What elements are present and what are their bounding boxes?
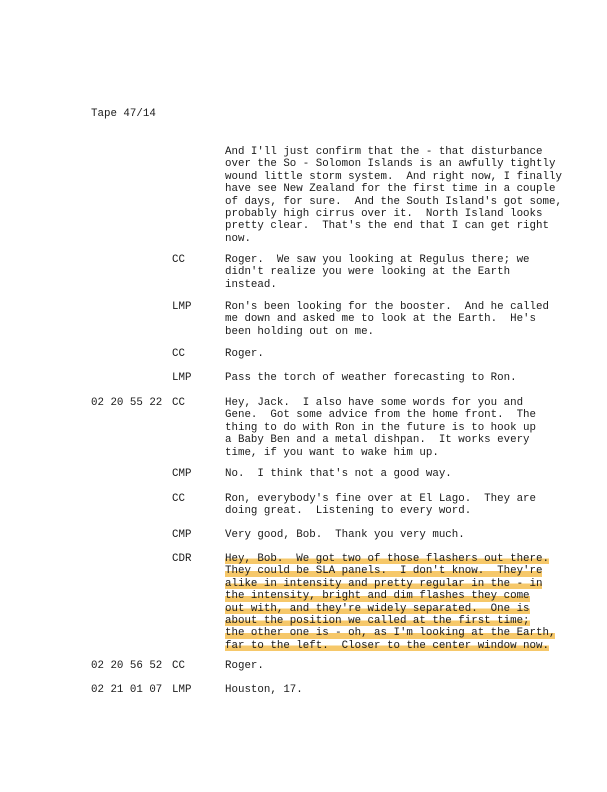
dialogue-text bbox=[225, 529, 555, 541]
dialogue-line: time, if you want to wake him up. bbox=[225, 446, 439, 459]
highlighted-dialogue-line: far to the left. Closer to the center window now. bbox=[225, 639, 549, 652]
speaker-label: LMP bbox=[172, 684, 192, 696]
dialogue-text bbox=[225, 493, 555, 518]
dialogue-line: of days, for sure. And the South Island's got some, bbox=[225, 195, 562, 208]
dialogue-line: Houston, 17. bbox=[225, 684, 303, 696]
dialogue-line: been holding out on me. bbox=[225, 325, 375, 338]
dialogue-text bbox=[225, 684, 555, 696]
dialogue-line: Ron's been looking for the booster. And he called bbox=[225, 301, 549, 313]
speaker-label: CMP bbox=[172, 529, 192, 541]
dialogue-text bbox=[225, 348, 555, 360]
speaker-label: CC bbox=[172, 493, 185, 505]
speaker-label: CC bbox=[172, 397, 185, 409]
dialogue-line: And I'll just confirm that the - that disturbance bbox=[225, 146, 543, 158]
dialogue-text bbox=[225, 660, 555, 672]
dialogue-line: pretty clear. That's the end that I can get right bbox=[225, 220, 549, 233]
dialogue-line: Gene. Got some advice from the home front. The bbox=[225, 409, 537, 422]
dialogue-line: a Baby Ben and a metal dishpan. It works every bbox=[225, 434, 530, 447]
speaker-label: LMP bbox=[172, 301, 192, 313]
speaker-label: CC bbox=[172, 660, 185, 672]
dialogue-text bbox=[225, 397, 555, 459]
speaker-label: CDR bbox=[172, 553, 192, 565]
dialogue-line: doing great. Listening to every word. bbox=[225, 505, 472, 518]
speaker-label: CC bbox=[172, 254, 185, 266]
dialogue-line: over the So - Solomon Islands is an awfully tightly bbox=[225, 158, 556, 171]
dialogue-text bbox=[225, 301, 555, 338]
dialogue-line: me down and asked me to look at the Earth. He's bbox=[225, 313, 537, 326]
dialogue-line: Roger. bbox=[225, 660, 264, 672]
dialogue-line: No. I think that's not a good way. bbox=[225, 468, 452, 480]
dialogue-line: Pass the torch of weather forecasting to Ron. bbox=[225, 372, 517, 384]
dialogue-line: probably high cirrus over it. North Island looks bbox=[225, 207, 543, 220]
highlighted-dialogue-line: about the position we called at the first time; bbox=[225, 614, 530, 627]
dialogue-line: thing to do with Ron in the future is to hook up bbox=[225, 421, 537, 434]
dialogue-line: Ron, everybody's fine over at El Lago. They are bbox=[225, 493, 537, 505]
dialogue-line: wound little storm system. And right now, I finally bbox=[225, 170, 562, 183]
tape-label: Tape 47/14 bbox=[91, 108, 156, 120]
dialogue-line: instead. bbox=[225, 278, 277, 291]
dialogue-text bbox=[225, 372, 555, 384]
dialogue-line: Roger. bbox=[225, 348, 264, 360]
highlighted-dialogue-line: the intensity, bright and dim flashes they come bbox=[225, 590, 530, 603]
dialogue-text bbox=[225, 254, 555, 291]
dialogue-line: Hey, Jack. I also have some words for you and bbox=[225, 397, 524, 409]
speaker-label: CMP bbox=[172, 468, 192, 480]
speaker-label: CC bbox=[172, 348, 185, 360]
speaker-label: LMP bbox=[172, 372, 192, 384]
highlighted-dialogue-line: Hey, Bob. We got two of those flashers out there. bbox=[225, 553, 549, 565]
timestamp: 02 20 55 22 bbox=[91, 397, 163, 409]
highlighted-dialogue-line: They could be SLA panels. I don't know. They're bbox=[225, 565, 543, 578]
highlighted-dialogue-line: alike in intensity and pretty regular in the - in bbox=[225, 577, 543, 590]
dialogue-line: Roger. We saw you looking at Regulus there; we bbox=[225, 254, 530, 266]
dialogue-line: now. bbox=[225, 232, 251, 245]
highlighted-dialogue-line: out with, and they're widely separated. One is bbox=[225, 602, 530, 615]
timestamp: 02 20 56 52 bbox=[91, 660, 163, 672]
dialogue-text bbox=[225, 553, 555, 652]
highlighted-dialogue-line: the other one is - oh, as I'm looking at the Earth, bbox=[225, 627, 556, 640]
dialogue-text bbox=[225, 468, 555, 480]
dialogue-line: have see New Zealand for the first time in a couple bbox=[225, 183, 556, 196]
timestamp: 02 21 01 07 bbox=[91, 684, 163, 696]
dialogue-line: Very good, Bob. Thank you very much. bbox=[225, 529, 465, 541]
dialogue-text bbox=[225, 146, 562, 245]
dialogue-line: didn't realize you were looking at the Earth bbox=[225, 266, 511, 279]
